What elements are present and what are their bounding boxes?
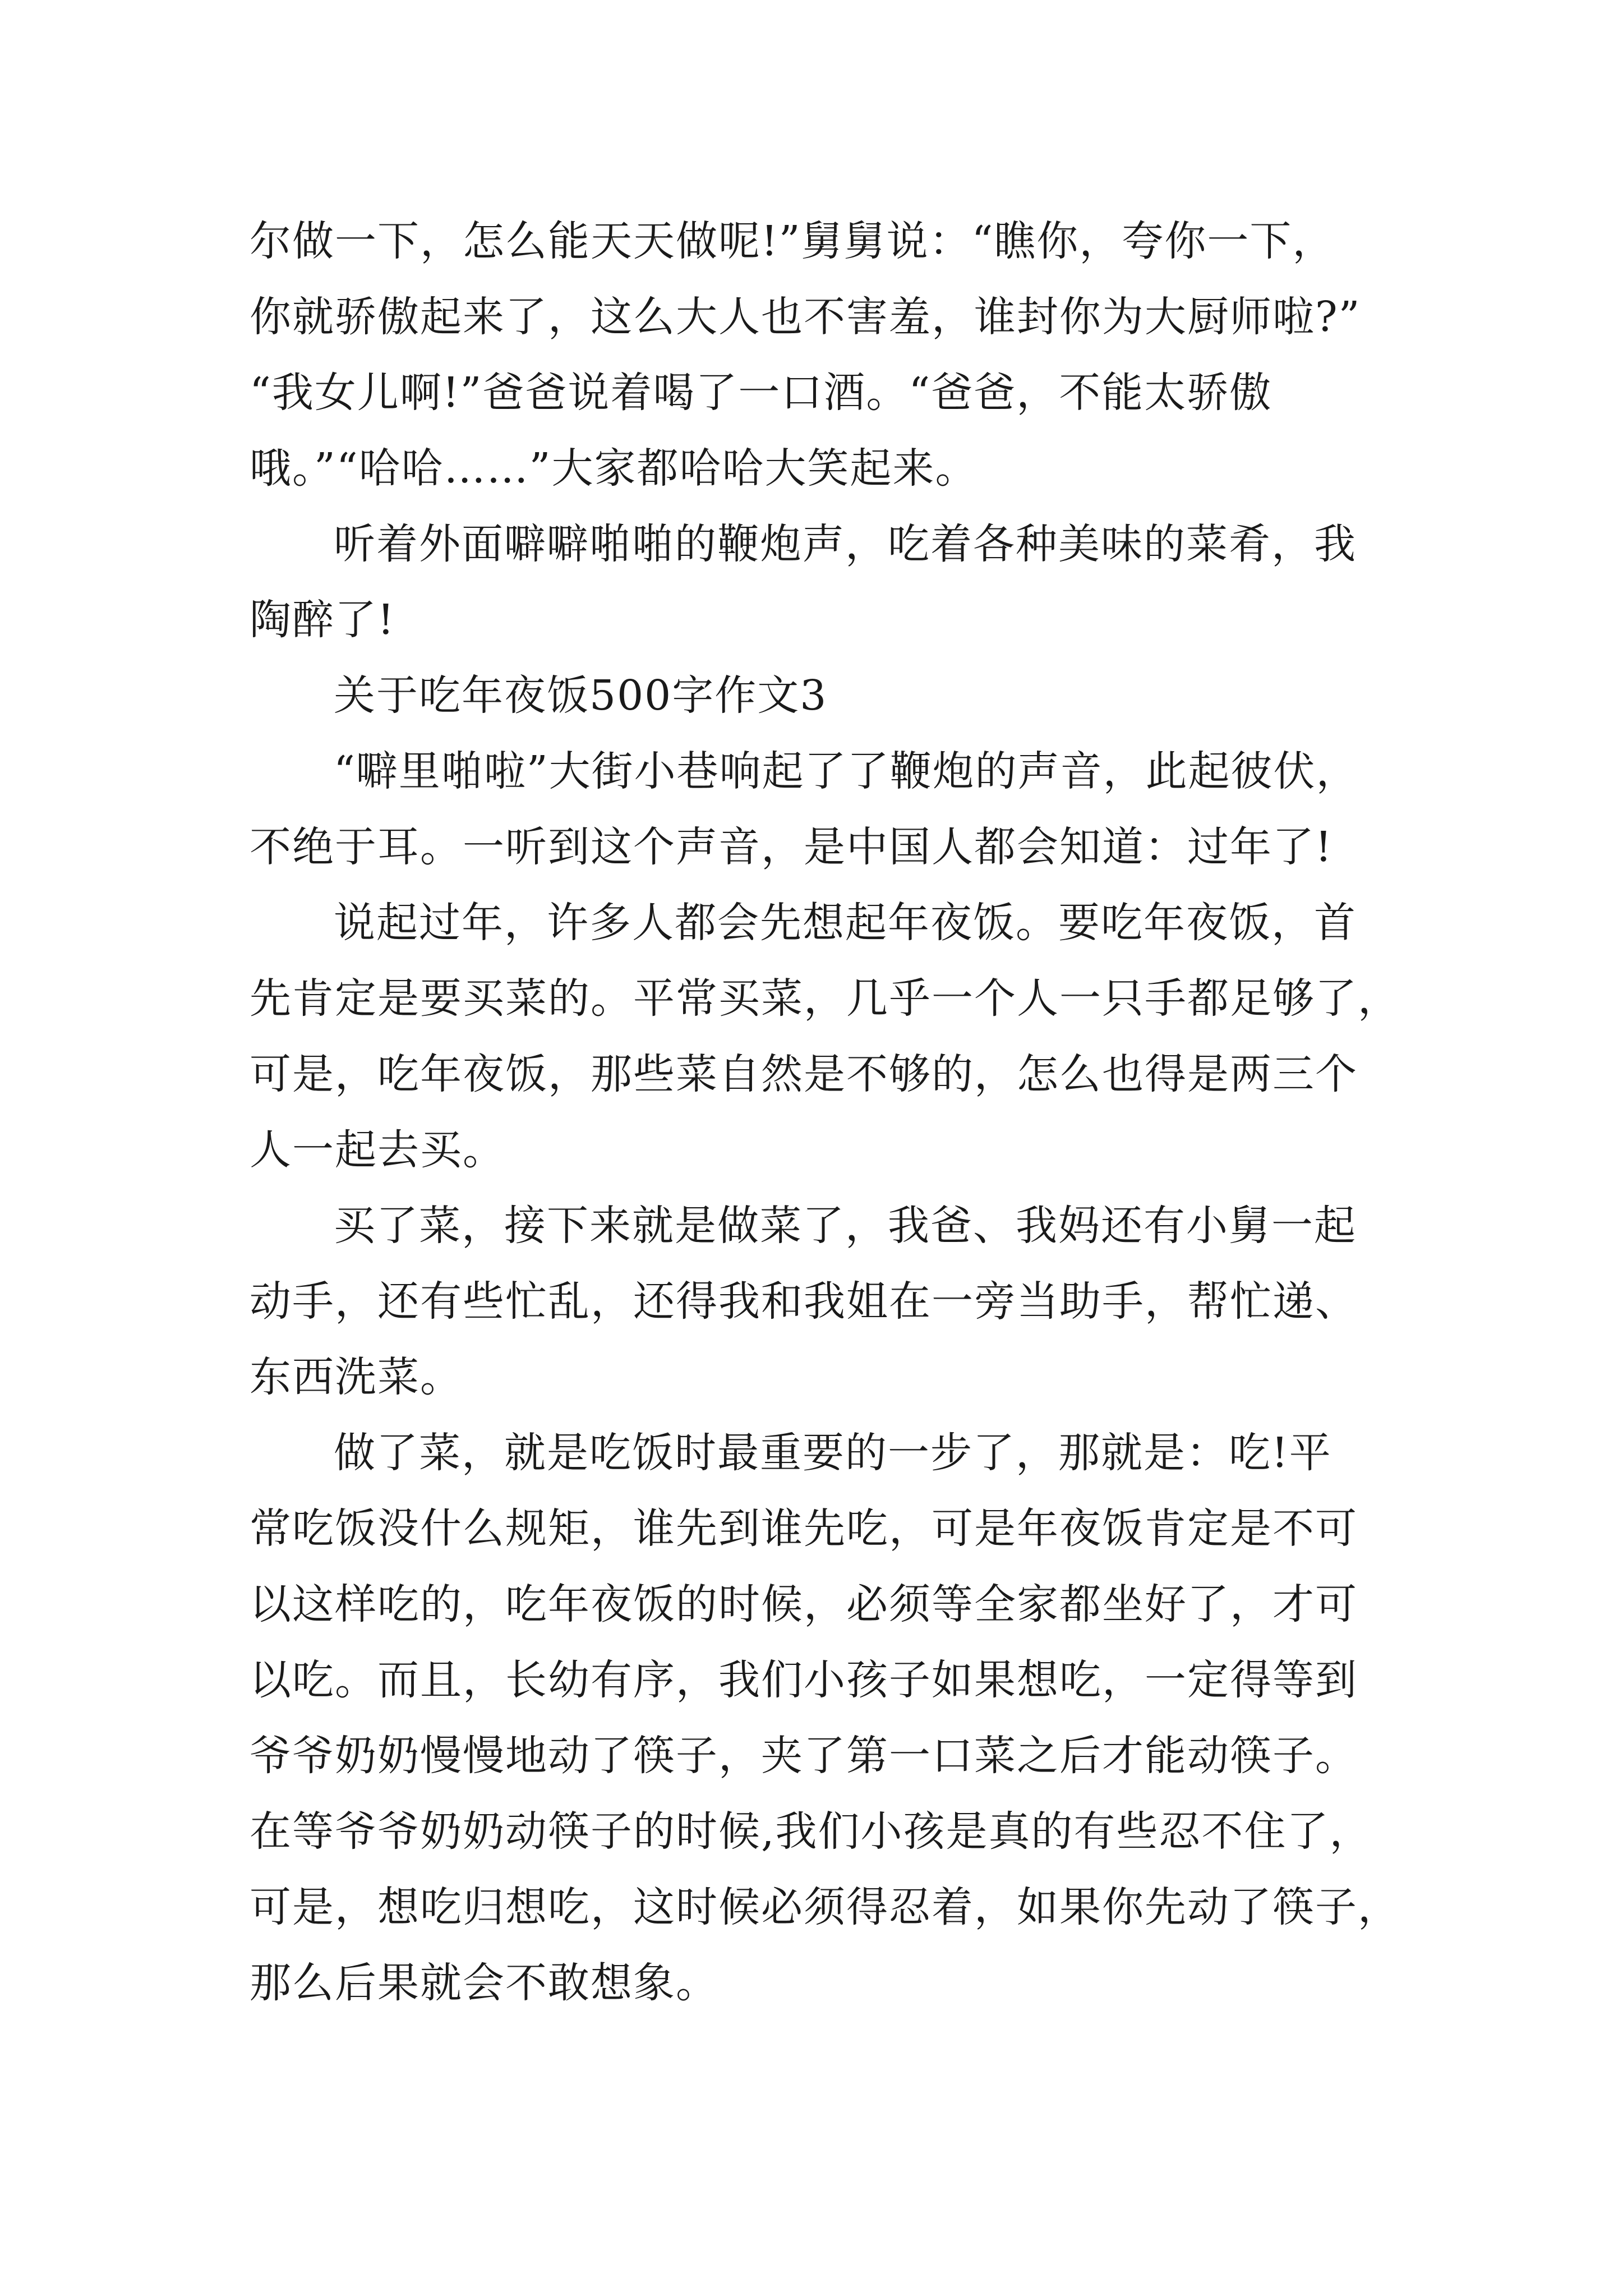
text-line: 以这样吃的，吃年夜饭的时候，必须等全家都坐好了，才可 bbox=[250, 1580, 1358, 1628]
text-line: “噼里啪啦”大街小巷响起了了鞭炮的声音，此起彼伏， bbox=[334, 747, 1359, 795]
text-line: 爷爷奶奶慢慢地动了筷子，夹了第一口菜之后才能动筷子。 bbox=[250, 1732, 1358, 1780]
text-line: 东西洗菜。 bbox=[250, 1353, 463, 1401]
text-line: 哦。”“哈哈……”大家都哈哈大笑起来。 bbox=[250, 444, 978, 493]
text-line: 不绝于耳。一听到这个声音，是中国人都会知道：过年了! bbox=[250, 823, 1333, 871]
text-line: 可是，吃年夜饭，那些菜自然是不够的，怎么也得是两三个 bbox=[250, 1050, 1358, 1098]
text-line: 人一起去买。 bbox=[250, 1126, 505, 1174]
text-line: 动手，还有些忙乱，还得我和我姐在一旁当助手，帮忙递、 bbox=[250, 1277, 1358, 1326]
text-line: 说起过年，许多人都会先想起年夜饭。要吃年夜饭，首 bbox=[334, 899, 1357, 947]
text-line: 买了菜，接下来就是做菜了，我爸、我妈还有小舅一起 bbox=[334, 1202, 1357, 1250]
text-line: 听着外面噼噼啪啪的鞭炮声，吃着各种美味的菜肴，我 bbox=[334, 520, 1357, 568]
text-line: 尔做一下，怎么能天天做呢!”舅舅说：“瞧你，夸你一下， bbox=[250, 217, 1335, 265]
text-line: 可是，想吃归想吃，这时候必须得忍着，如果你先动了筷子， bbox=[250, 1883, 1400, 1931]
section-heading: 关于吃年夜饭500字作文3 bbox=[334, 671, 828, 720]
text-line: 那么后果就会不敢想象。 bbox=[250, 1959, 718, 2007]
text-line: 做了菜，就是吃饭时最重要的一步了，那就是：吃!平 bbox=[334, 1429, 1332, 1477]
text-line: 以吃。而且，长幼有序，我们小孩子如果想吃，一定得等到 bbox=[250, 1656, 1358, 1704]
text-line: “我女儿啊!”爸爸说着喝了一口酒。“爸爸，不能太骄傲 bbox=[250, 369, 1272, 417]
text-line: 先肯定是要买菜的。平常买菜，几乎一个人一只手都足够了， bbox=[250, 974, 1400, 1023]
text-line: 陶醉了! bbox=[250, 596, 395, 644]
text-line: 常吃饭没什么规矩，谁先到谁先吃，可是年夜饭肯定是不可 bbox=[250, 1504, 1358, 1553]
text-line: 在等爷爷奶奶动筷子的时候,我们小孩是真的有些忍不住了， bbox=[250, 1807, 1372, 1856]
text-line: 你就骄傲起来了，这么大人也不害羞，谁封你为大厨师啦?” bbox=[250, 293, 1361, 341]
